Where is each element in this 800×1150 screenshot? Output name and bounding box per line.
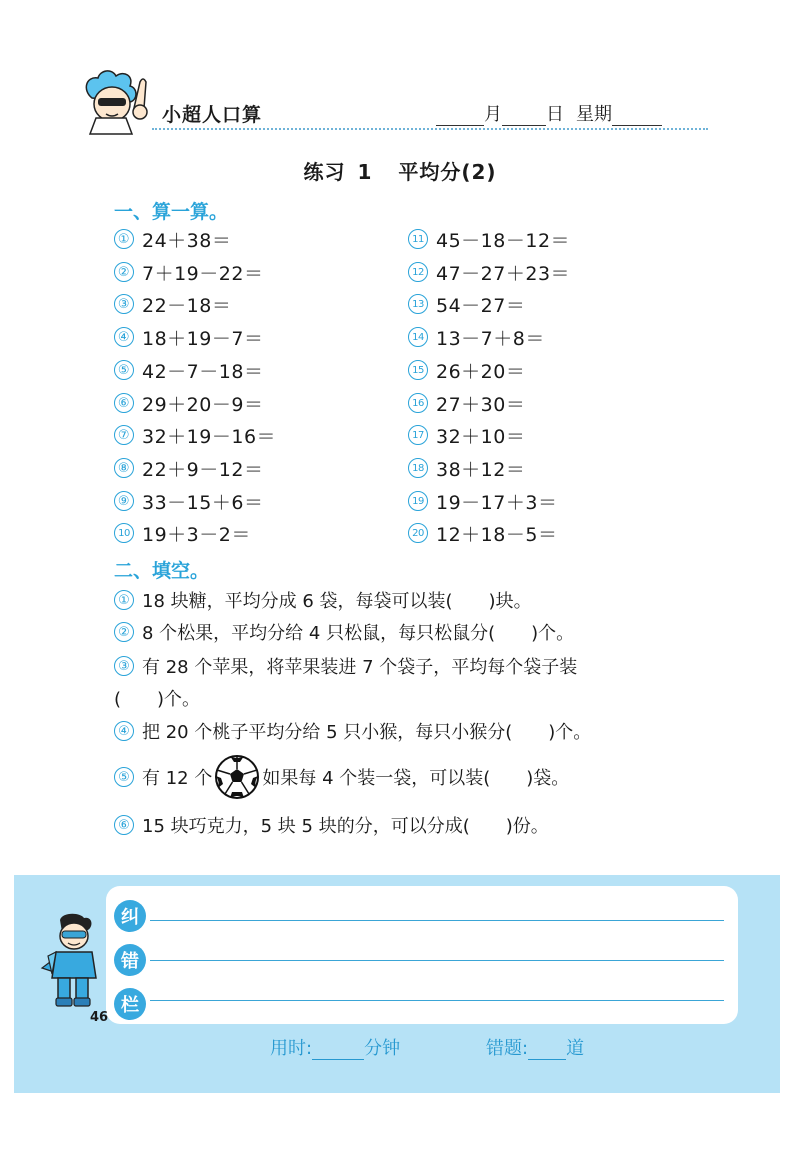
errors-blank[interactable] [528,1039,566,1060]
exercise-13: 13 54－27＝ [408,289,525,319]
exercise-12: 12 47－27＋23＝ [408,257,570,287]
exercise-19: 19 19－17＋3＝ [408,486,557,516]
fill-question-5: ⑤ 有 12 个 如果每 4 个装一袋，可以装( )袋。 [114,752,569,802]
exercise-17: 17 32＋10＝ [408,420,525,450]
header-divider [152,128,708,130]
correction-notes-box[interactable] [106,886,738,1024]
exercise-5: ⑤ 42－7－18＝ [114,355,263,385]
exercise-8: ⑧ 22＋9－12＝ [114,453,263,483]
fill-question-3: ③ 有 28 个苹果，将苹果装进 7 个袋子，平均每个袋子装 [114,651,577,681]
fill-question-1: ① 18 块糖，平均分成 6 袋，每袋可以装( )块。 [114,585,532,615]
exercise-3: ③ 22－18＝ [114,289,231,319]
exercise-4: ④ 18＋19－7＝ [114,322,263,352]
correction-line-2[interactable] [150,960,724,961]
error-count: 错题: 道 [486,1038,585,1059]
brand-title: 小超人口算 [162,104,263,126]
weekday-blank[interactable] [612,105,662,126]
date-line [436,100,662,126]
fill-question-3-cont: ( )个。 [114,689,201,710]
superhero-mascot-icon [40,912,116,1008]
correction-line-3[interactable] [150,1000,724,1001]
month-label: 月 [484,104,502,125]
day-blank[interactable] [502,105,546,126]
weekday-label: 星期 [576,104,612,125]
exercise-20: 20 12＋18－5＝ [408,518,557,548]
exercise-7: ⑦ 32＋19－16＝ [114,420,276,450]
month-blank[interactable] [436,105,484,126]
section-heading-calc: 一、算一算。 [114,201,229,223]
exercise-16: 16 27＋30＝ [408,388,525,418]
mascot-logo-icon [78,68,156,138]
fill-question-4: ④ 把 20 个桃子平均分给 5 只小猴，每只小猴分( )个。 [114,716,591,746]
time-blank[interactable] [312,1039,364,1060]
exercise-14: 14 13－7＋8＝ [408,322,545,352]
exercise-6: ⑥ 29＋20－9＝ [114,388,263,418]
exercise-10: 10 19＋3－2＝ [114,518,251,548]
fill-question-6: ⑥ 15 块巧克力，5 块 5 块的分，可以分成( )份。 [114,810,549,840]
fill-question-2: ② 8 个松果，平均分给 4 只松鼠，每只松鼠分( )个。 [114,617,574,647]
exercise-18: 18 38＋12＝ [408,453,525,483]
exercise-2: ② 7＋19－22＝ [114,257,263,287]
correction-line-1[interactable] [150,920,724,921]
correction-tag-3: 栏 [114,988,146,1020]
page-number: 46 [90,1010,109,1025]
section-heading-fill: 二、填空。 [114,560,210,582]
exercise-15: 15 26＋20＝ [408,355,525,385]
time-used: 用时: 分钟 [270,1038,401,1059]
page-title: 练习 1 平均分(2) [303,160,497,184]
soccer-ball-icon [214,754,260,800]
exercise-9: ⑨ 33－15＋6＝ [114,486,263,516]
correction-tag-1: 纠 [114,900,146,932]
exercise-11: 11 45－18－12＝ [408,224,570,254]
correction-tag-2: 错 [114,944,146,976]
day-label: 日 [546,104,564,125]
exercise-1: ① 24＋38＝ [114,224,231,254]
